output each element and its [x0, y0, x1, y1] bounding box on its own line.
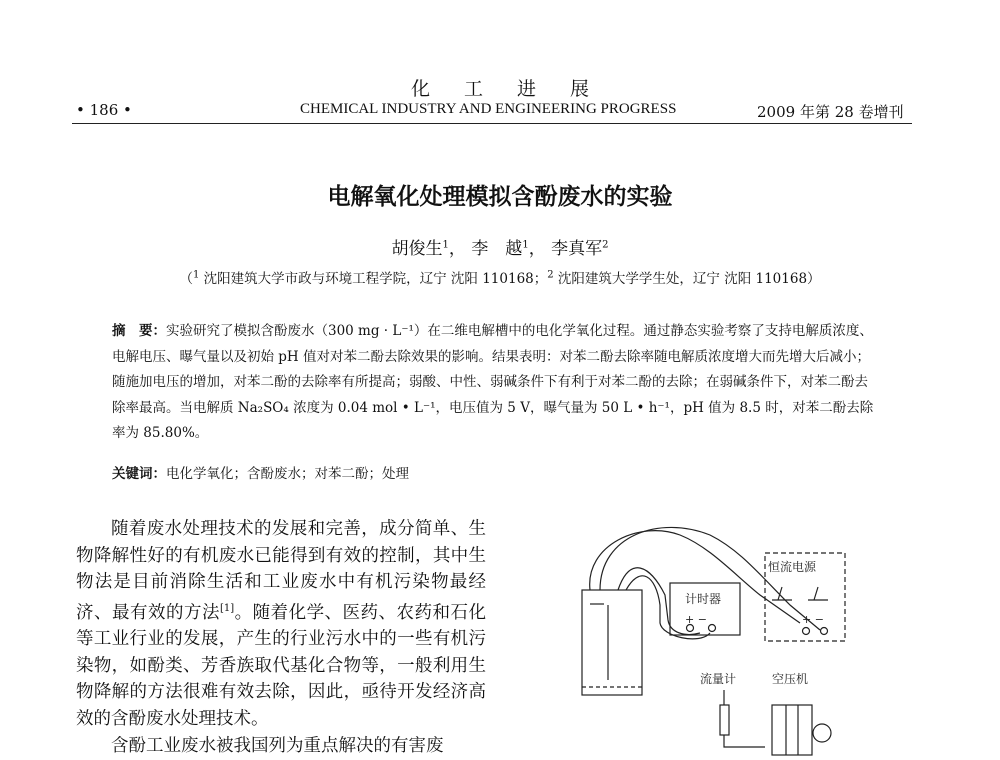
paper-title: 电解氧化处理模拟含酚废水的实验 — [327, 184, 673, 210]
apparatus-figure — [560, 505, 890, 760]
author-list: 胡俊生$^1$， 李 越$^1$， 李真军$^2$ — [391, 239, 609, 259]
author-affil-mark: 1 — [442, 239, 449, 251]
body-text — [76, 516, 486, 760]
keywords-text: 电化学氧化；含酚废水；对苯二酚；处理 — [166, 466, 409, 482]
header-divider — [72, 123, 912, 124]
affil-mark: 2 — [547, 269, 554, 281]
abstract — [112, 319, 878, 447]
affiliations: （$^1$ 沈阳建筑大学市政与环境工程学院，辽宁 沈阳 110168；$^2$ 沈阳建筑大学学生处，辽宁 沈阳 110168） — [179, 269, 821, 287]
power-supply-label: 恒流电源 — [768, 560, 817, 574]
body-text-span: 随着废水处理技术的发展和完善，成分简单、生物降解性好的有机废水已能得到有效的控制，其中生物法是目前消除生活和工业废水中有机污染物最经济、最有效的方法 — [76, 519, 486, 623]
air-compressor — [772, 705, 812, 755]
flowmeter-label: 流量计 — [700, 672, 737, 686]
author-affil-mark: 1 — [522, 239, 529, 251]
affiliation-2: 沈阳建筑大学学生处，辽宁 沈阳 110168 — [557, 271, 808, 287]
abstract-label: 摘 要： — [112, 323, 166, 339]
author-name: 胡俊生 — [391, 239, 443, 259]
timer-plus-sign: + − — [685, 613, 707, 626]
body-paragraph: 含酚工业废水被我国列为重点解决的有害废 — [111, 735, 444, 756]
journal-title-en: CHEMICAL INDUSTRY AND ENGINEERING PROGRESS — [300, 101, 677, 117]
keywords-label: 关键词： — [112, 466, 166, 482]
timer-label: 计时器 — [685, 592, 722, 606]
body-text-span: 。随着化学、医药、农药和石化等工业行业的发展，产生的行业污水中的一些有机污染物，如酚类、芳香族取代基化合物等，一般利用生物降解的方法很难有效去除，因此，亟待开发经济高效的含酚废水处理技术。 — [76, 602, 486, 729]
author-affil-mark: 2 — [602, 239, 609, 251]
author-name: 李真军 — [551, 239, 603, 259]
wire-1 — [590, 531, 800, 623]
keywords — [112, 462, 878, 482]
timer-box — [670, 583, 740, 635]
body-paragraph — [76, 516, 486, 733]
compressor-label: 空压机 — [772, 672, 809, 686]
electrolysis-tank — [582, 590, 642, 695]
citation-ref: [1] — [219, 602, 235, 614]
affil-mark: 1 — [192, 269, 200, 281]
page-number: • 186 • — [76, 101, 132, 119]
supply-plus-sign: + − — [802, 613, 824, 626]
author-name: 李 越 — [471, 239, 523, 259]
issue-info: 2009 年第 28 卷增刊 — [757, 103, 904, 121]
flowmeter — [720, 705, 729, 735]
wire-4 — [626, 576, 710, 639]
journal-title-cn: 化工进展 — [410, 78, 623, 100]
affiliation-1: 沈阳建筑大学市政与环境工程学院，辽宁 沈阳 110168； — [203, 271, 548, 287]
abstract-text: 实验研究了模拟含酚废水（300 mg · L⁻¹）在二维电解槽中的电化学氧化过程。通过静态实验考察了支持电解质浓度、电解电压、曝气量以及初始 pH 值对对苯二酚去除效果的影响。结果表明：对苯二酚去除率随电解质浓度增大而先增大后减小；随施加电压的增加，对苯二酚的去除率有所提高；弱酸、中性、弱碱条件下有利于对苯二酚的去除；在弱碱条件下，对苯二酚去除率最高。当电解质 Na₂SO₄ 浓度为 0.04 mol • L⁻¹，电压值为 5 V，曝气量为 50 L • h⁻¹，pH 值为 8.5 时，对苯二酚去除率为 85.80%。 — [112, 323, 874, 441]
